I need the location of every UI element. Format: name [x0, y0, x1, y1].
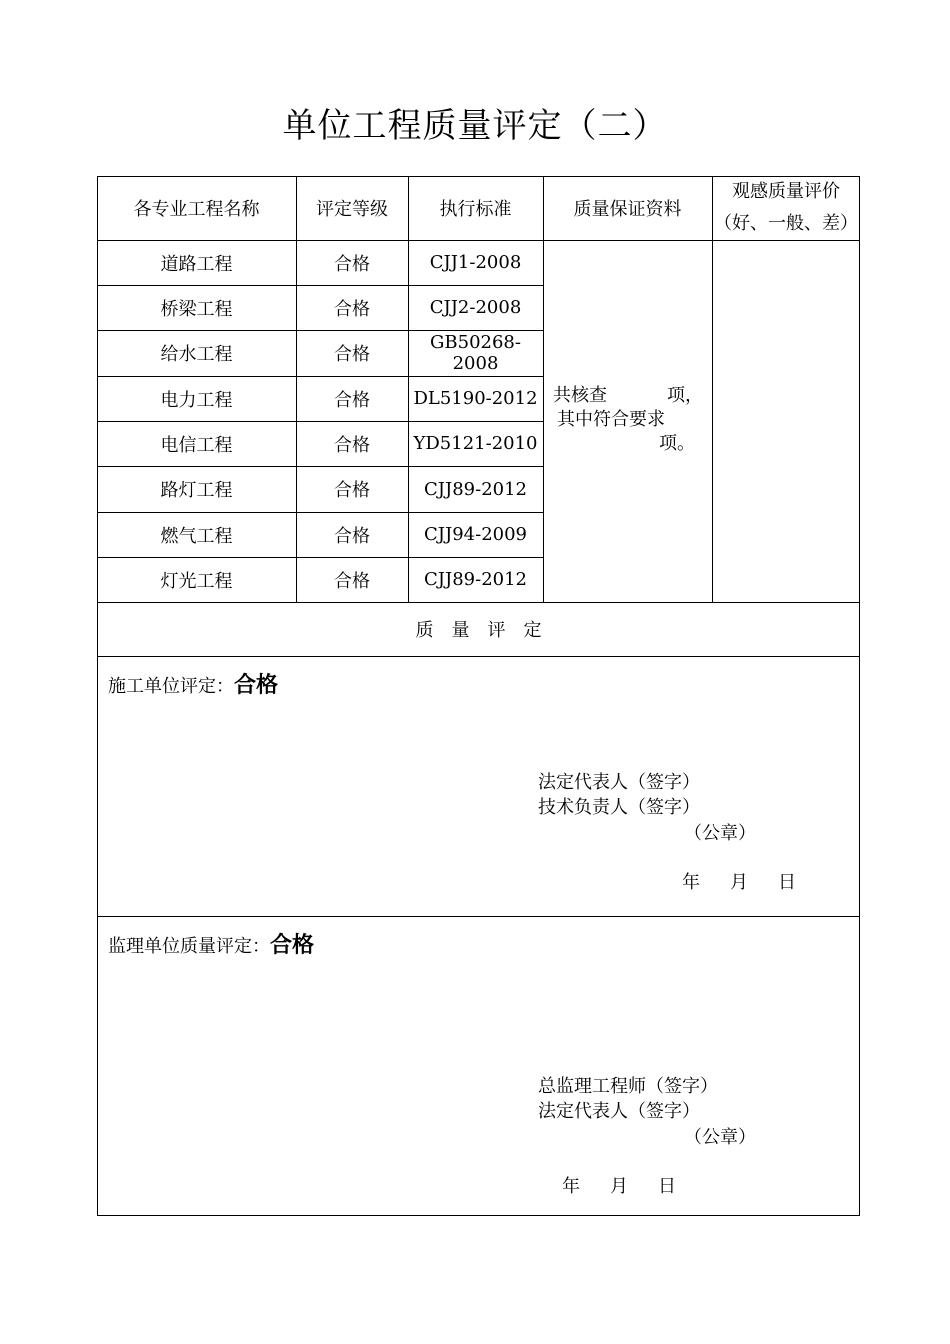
row-standard: CJJ1-2008: [429, 252, 522, 273]
header-quality-docs: 质量保证资料: [573, 199, 682, 220]
row-standard: CJJ89-2012: [424, 478, 527, 500]
supervision-seal: （公章）: [684, 1127, 756, 1148]
row-name: 燃气工程: [160, 525, 233, 547]
row-standard: CJJ2-2008: [429, 297, 522, 318]
supervision-sign-chief: 总监理工程师（签字）: [538, 1076, 718, 1097]
header-standard: 执行标准: [439, 199, 512, 220]
row-grade: 合格: [334, 389, 370, 411]
row-standard: CJJ94-2009: [424, 524, 527, 545]
supervision-eval-label: 监理单位质量评定：: [108, 936, 270, 957]
construction-sign-tech: 技术负责人（签字）: [538, 797, 700, 818]
supervision-sign-legal: 法定代表人（签字）: [538, 1101, 700, 1122]
construction-month: 月: [730, 872, 748, 893]
grid-line: [97, 916, 860, 917]
note-compliant-label: 其中符合要求: [557, 409, 665, 430]
header-appearance: [712, 176, 860, 240]
construction-seal: （公章）: [684, 823, 756, 844]
note-checked-unit: 项，: [667, 385, 703, 406]
page-title: 单位工程质量评定（二）: [282, 106, 668, 146]
row-grade: 合格: [334, 344, 370, 365]
row-name: 桥梁工程: [160, 298, 233, 320]
construction-eval: [108, 668, 278, 699]
supervision-eval: [108, 928, 314, 959]
row-grade: 合格: [334, 480, 370, 501]
header-appearance-line2: （好、一般、差）: [714, 213, 858, 234]
construction-year: 年: [682, 872, 700, 893]
supervision-eval-value: 合格: [270, 933, 315, 958]
supervision-month: 月: [610, 1176, 628, 1197]
row-name: 给水工程: [160, 344, 233, 365]
note-checked-label: 共核查: [553, 385, 607, 406]
construction-eval-label: 施工单位评定：: [108, 676, 234, 697]
supervision-day: 日: [658, 1176, 676, 1197]
row-name: 电力工程: [160, 389, 233, 411]
row-grade: 合格: [334, 525, 370, 547]
row-standard: YD5121-2010: [413, 433, 538, 454]
header-appearance-line1: 观感质量评价: [732, 181, 840, 202]
row-grade: 合格: [334, 253, 370, 275]
row-grade: 合格: [334, 570, 370, 592]
header-name: 各专业工程名称: [133, 199, 260, 220]
row-standard: CJJ89-2012: [424, 569, 527, 590]
construction-day: 日: [778, 872, 796, 893]
row-name: 路灯工程: [160, 480, 233, 501]
quality-section-title: 质量评定: [415, 620, 560, 641]
supervision-year: 年: [562, 1176, 580, 1197]
row-name: 灯光工程: [160, 570, 233, 592]
header-grade: 评定等级: [316, 199, 388, 220]
row-name: 电信工程: [160, 434, 233, 456]
row-name: 道路工程: [160, 253, 233, 275]
construction-sign-legal: 法定代表人（签字）: [538, 772, 700, 793]
row-standard: DL5190-2012: [413, 388, 538, 409]
note-compliant-unit: 项。: [659, 433, 695, 454]
construction-eval-value: 合格: [234, 673, 279, 698]
row-grade: 合格: [334, 434, 370, 456]
quality-docs-note: [553, 384, 703, 456]
grid-line: [97, 656, 860, 657]
row-grade: 合格: [334, 298, 370, 320]
row-standard: GB50268-2008: [430, 332, 521, 374]
